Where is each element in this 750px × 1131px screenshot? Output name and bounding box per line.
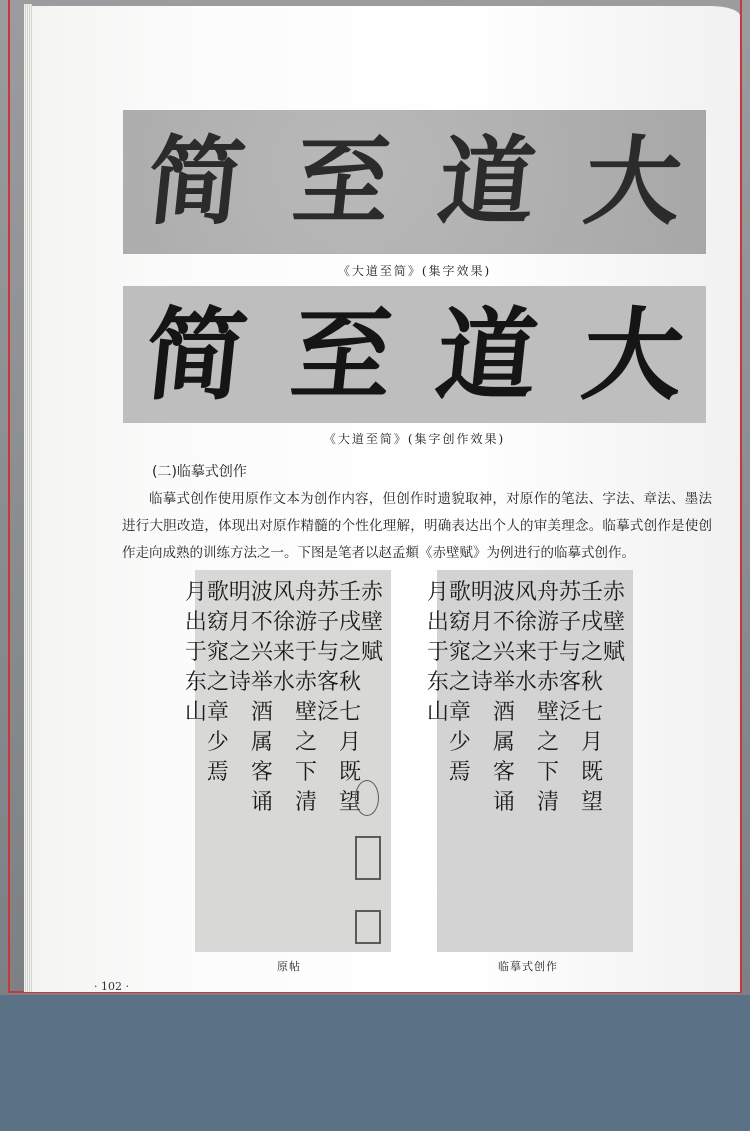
seal-stamp-square <box>355 836 381 880</box>
calligraphy-column: 舟 游 于 赤 壁 之 下 清 <box>536 580 559 815</box>
panel-caption: 《大道至简》(集字效果) <box>337 264 492 278</box>
book-page <box>32 6 740 992</box>
calligraphy-column: 明 月 之 诗 <box>470 580 493 695</box>
copy-label: 临摹式创作 <box>498 960 558 973</box>
page-number: · 102 · <box>94 980 129 992</box>
body-paragraph: 临摹式创作使用原作文本为创作内容，但创作时遗貌取神，对原作的笔法、字法、章法、墨法进行大胆改造，体现出对原作精髓的个性化理解，明确表达出个人的审美理念。临摹式创作是使创作走向成熟的训练方法之一。下图是笔者以赵孟頫《赤壁赋》为例进行的临摹式创作。 <box>122 491 712 561</box>
seal-stamp-square <box>355 910 381 944</box>
calligraphy-column: 风 徐 来 水 <box>272 580 295 695</box>
calligraphy-char: 至 <box>287 125 396 238</box>
calligraphy-column: 波 不 兴 举 酒 属 客 诵 <box>250 580 273 815</box>
calligraphy-char: 简 <box>139 295 253 414</box>
copy-creation <box>426 570 633 952</box>
calligraphy-panel-creation <box>123 286 706 423</box>
calligraphy-char: 简 <box>141 125 250 238</box>
calligraphy-column: 明 月 之 诗 <box>228 580 251 695</box>
calligraphy-char: 大 <box>579 125 688 238</box>
calligraphy-column: 舟 游 于 赤 壁 之 下 清 <box>294 580 317 815</box>
original-rubbing <box>184 570 391 952</box>
calligraphy-panel-collected <box>123 110 706 254</box>
calligraphy-char: 大 <box>576 295 690 414</box>
seal-stamp-oval <box>355 780 379 816</box>
page-edge-stack <box>24 4 32 992</box>
calligraphy-column: 赤 壁 赋 <box>602 580 625 665</box>
calligraphy-column: 波 不 兴 举 酒 属 客 诵 <box>492 580 515 815</box>
panel-caption: 《大道至简》(集字创作效果) <box>323 432 506 446</box>
original-label: 原帖 <box>277 960 301 973</box>
calligraphy-column: 歌 窈 窕 之 章 少 焉 <box>206 580 229 785</box>
calligraphy-char: 道 <box>431 295 544 414</box>
section-heading: (二)临摹式创作 <box>152 464 247 480</box>
calligraphy-column: 赤 壁 赋 <box>360 580 383 665</box>
calligraphy-column: 月 出 于 东 山 <box>426 580 449 725</box>
calligraphy-column: 风 徐 来 水 <box>514 580 537 695</box>
calligraphy-char: 至 <box>285 295 398 414</box>
calligraphy-column: 苏 子 与 客 泛 <box>558 580 581 725</box>
calligraphy-column: 歌 窈 窕 之 章 少 焉 <box>448 580 471 785</box>
calligraphy-column: 苏 子 与 客 泛 <box>316 580 339 725</box>
calligraphy-column: 壬 戌 之 秋 七 月 既 望 <box>338 580 361 815</box>
calligraphy-char: 道 <box>433 125 542 238</box>
calligraphy-column: 壬 戌 之 秋 七 月 既 望 <box>580 580 603 815</box>
calligraphy-column: 月 出 于 东 山 <box>184 580 207 725</box>
